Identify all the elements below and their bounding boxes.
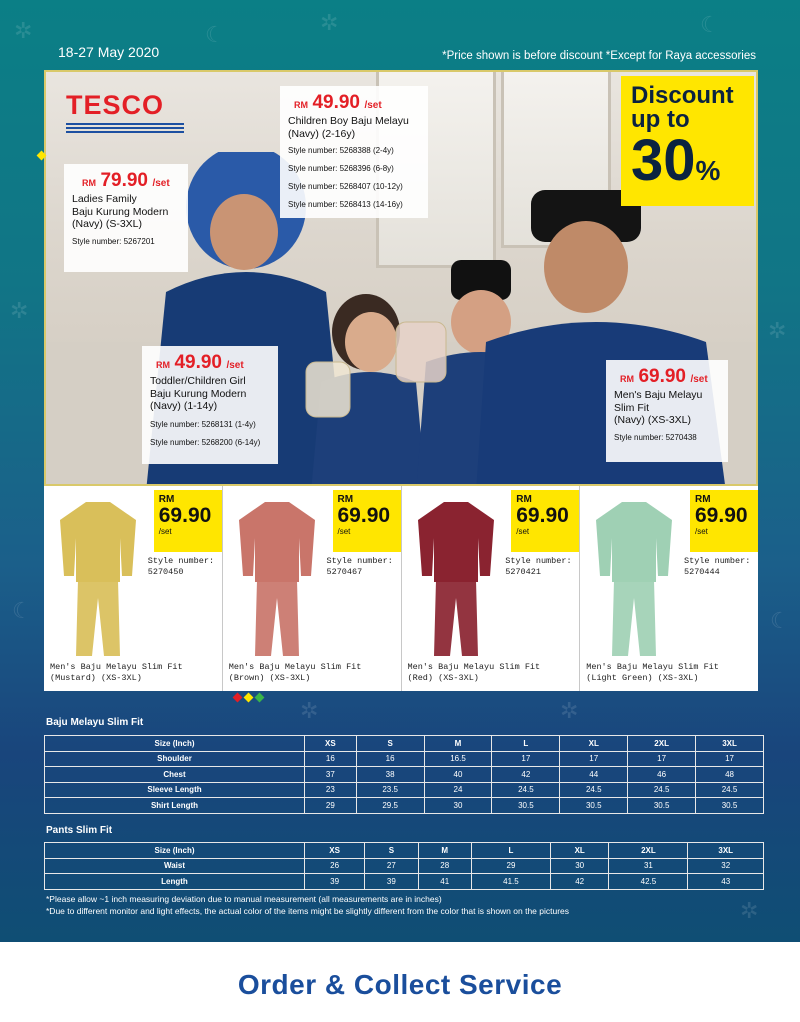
product-name: Toddler/Children Girl Baju Kurung Modern (Navy) (1-14y) — [150, 375, 247, 412]
row-label-cell: Waist — [45, 858, 305, 874]
price-value: 49.90 — [312, 92, 360, 113]
pants-size-table — [44, 842, 764, 890]
table-cell: 24.5 — [628, 782, 696, 798]
table-cell: 17 — [628, 751, 696, 767]
table-cell: 24.5 — [696, 782, 764, 798]
table-cell: 3XL — [688, 843, 764, 859]
row-label-cell: Size (Inch) — [45, 843, 305, 859]
price-value: 69.90 — [638, 366, 686, 387]
table-header-row — [45, 736, 764, 752]
baju-table-title: Baju Melayu Slim Fit — [46, 717, 144, 728]
price-unit: /set — [226, 360, 244, 371]
pattern-star-icon: ✲ — [10, 298, 29, 323]
price-value: 79.90 — [100, 170, 148, 191]
table-cell: 42 — [492, 767, 560, 783]
table-cell: 40 — [424, 767, 492, 783]
table-cell: M — [424, 736, 492, 752]
pattern-star-icon: ✲ — [740, 898, 759, 923]
table-cell: 29 — [305, 798, 357, 814]
table-cell: 17 — [492, 751, 560, 767]
baju-size-table — [44, 735, 764, 814]
table-cell: 39 — [365, 874, 418, 890]
table-cell: 41.5 — [471, 874, 550, 890]
style-number: Style number: 5270444 — [684, 556, 751, 577]
table-cell: 23 — [305, 782, 357, 798]
price-value: 49.90 — [174, 352, 222, 373]
style-number: Style number: 5268388 (2-4y) — [288, 146, 394, 155]
pattern-star-icon: ✲ — [14, 18, 33, 43]
product-row — [44, 486, 758, 691]
table-cell: 30 — [424, 798, 492, 814]
table-cell: 30 — [550, 858, 608, 874]
table-row — [45, 782, 764, 798]
baju-garment-image — [594, 498, 674, 658]
table-cell: 29.5 — [356, 798, 424, 814]
table-cell: 32 — [688, 858, 764, 874]
table-row — [45, 798, 764, 814]
pattern-star-icon: ☾ — [770, 608, 790, 633]
price-disclaimer: *Price shown is before discount *Except for Raya accessories — [442, 50, 756, 62]
product-card[interactable] — [223, 486, 402, 691]
price-card-boy — [280, 86, 428, 218]
style-number: Style number: 5268413 (14-16y) — [288, 200, 403, 209]
currency-label: RM — [620, 374, 634, 384]
footer-banner — [0, 942, 800, 1022]
tesco-logo: TESCO — [66, 90, 184, 133]
table-cell: 26 — [305, 858, 365, 874]
baju-garment-image — [416, 498, 496, 658]
hero-photo — [44, 70, 758, 486]
table-cell: XS — [305, 736, 357, 752]
style-number: Style number: 5270450 — [147, 556, 215, 577]
table-header-row — [45, 843, 764, 859]
table-cell: XL — [560, 736, 628, 752]
table-cell: 16 — [356, 751, 424, 767]
product-name: Men's Baju Melayu Slim Fit (Red) (XS-3XL) — [407, 662, 541, 683]
currency-label: RM — [82, 178, 96, 188]
pattern-star-icon: ✲ — [320, 10, 339, 35]
table-cell: XS — [305, 843, 365, 859]
table-cell: 27 — [365, 858, 418, 874]
table-cell: 16 — [305, 751, 357, 767]
table-cell: 17 — [696, 751, 764, 767]
price-tag: RM 69.90 /set — [690, 490, 758, 552]
table-cell: 43 — [688, 874, 764, 890]
style-number: Style number: 5268131 (1-4y) — [150, 419, 256, 429]
product-name: Men's Baju Melayu Slim Fit (Light Green) (XS-3XL) — [586, 662, 719, 683]
table-cell: 41 — [418, 874, 471, 890]
price-card-men — [606, 360, 728, 462]
product-card[interactable] — [580, 486, 758, 691]
baju-garment-image — [58, 498, 138, 658]
price-card-ladies — [64, 164, 188, 272]
style-number: Style number: 5268200 (6-14y) — [150, 437, 261, 447]
price-tag: RM 69.90 /set — [333, 490, 401, 552]
pattern-star-icon: ☾ — [700, 12, 720, 37]
style-number: Style number: 5268407 (10-12y) — [288, 182, 403, 191]
price-unit: /set — [690, 374, 708, 385]
price-card-girl — [142, 346, 278, 464]
style-number: Style number: 5270421 — [505, 556, 572, 577]
discount-badge: Discount up to 30% — [621, 76, 754, 206]
price-unit: /set — [364, 100, 382, 111]
baju-garment-image — [237, 498, 317, 658]
table-cell: 30.5 — [628, 798, 696, 814]
style-number: Style number: 5267201 — [72, 236, 155, 246]
table-cell: S — [356, 736, 424, 752]
table-cell: 3XL — [696, 736, 764, 752]
pants-table-title: Pants Slim Fit — [46, 825, 113, 836]
style-number: Style number: 5270438 — [614, 432, 697, 442]
table-row — [45, 874, 764, 890]
table-row — [45, 858, 764, 874]
table-cell: 48 — [696, 767, 764, 783]
pattern-star-icon: ☾ — [12, 598, 32, 623]
table-cell: 23.5 — [356, 782, 424, 798]
product-card[interactable] — [402, 486, 581, 691]
measurement-note: *Please allow ~1 inch measuring deviation due to manual measurement (all measurements are in inches) — [46, 894, 442, 904]
row-label-cell: Shoulder — [45, 751, 305, 767]
product-name: Men's Baju Melayu Slim Fit (Navy) (XS-3XL) — [614, 389, 703, 426]
table-cell: 2XL — [609, 843, 688, 859]
table-row — [45, 767, 764, 783]
table-cell: 31 — [609, 858, 688, 874]
table-cell: XL — [550, 843, 608, 859]
diamond-ornament — [232, 688, 265, 706]
table-cell: 44 — [560, 767, 628, 783]
product-name: Children Boy Baju Melayu (Navy) (2-16y) — [288, 115, 409, 140]
table-cell: 2XL — [628, 736, 696, 752]
pattern-star-icon: ✲ — [768, 318, 787, 343]
table-cell: 30.5 — [560, 798, 628, 814]
style-number: Style number: 5268396 (6-8y) — [288, 164, 394, 173]
currency-label: RM — [156, 360, 170, 370]
table-row — [45, 751, 764, 767]
table-cell: 24 — [424, 782, 492, 798]
table-cell: 24.5 — [560, 782, 628, 798]
row-label-cell: Length — [45, 874, 305, 890]
table-cell: L — [471, 843, 550, 859]
product-name: Ladies Family Baju Kurung Modern (Navy) (S-3XL) — [72, 193, 169, 230]
row-label-cell: Size (Inch) — [45, 736, 305, 752]
color-note: *Due to different monitor and light effects, the actual color of the items might be slightly different from the color that is shown on the pictures — [46, 906, 570, 916]
row-label-cell: Chest — [45, 767, 305, 783]
currency-label: RM — [294, 100, 308, 110]
table-cell: 46 — [628, 767, 696, 783]
promo-date: 18-27 May 2020 — [58, 44, 160, 60]
table-cell: 24.5 — [492, 782, 560, 798]
price-unit: /set — [152, 178, 170, 189]
table-cell: 30.5 — [492, 798, 560, 814]
product-name: Men's Baju Melayu Slim Fit (Mustard) (XS-3XL) — [50, 662, 183, 683]
pattern-star-icon: ✲ — [300, 698, 319, 723]
table-cell: 16.5 — [424, 751, 492, 767]
table-cell: M — [418, 843, 471, 859]
pattern-star-icon: ☾ — [205, 22, 225, 47]
table-cell: L — [492, 736, 560, 752]
row-label-cell: Sleeve Length — [45, 782, 305, 798]
style-number: Style number: 5270467 — [326, 556, 393, 577]
table-cell: 42 — [550, 874, 608, 890]
table-cell: 39 — [305, 874, 365, 890]
price-tag: RM 69.90 /set — [154, 490, 222, 552]
table-cell: 38 — [356, 767, 424, 783]
table-cell: 30.5 — [696, 798, 764, 814]
table-cell: 29 — [471, 858, 550, 874]
product-card[interactable] — [44, 486, 223, 691]
price-tag: RM 69.90 /set — [511, 490, 579, 552]
row-label-cell: Shirt Length — [45, 798, 305, 814]
table-cell: 37 — [305, 767, 357, 783]
table-cell: 28 — [418, 858, 471, 874]
table-cell: 42.5 — [609, 874, 688, 890]
order-collect-title: Order & Collect Service — [237, 969, 563, 1000]
diamond-ornament — [36, 146, 47, 164]
pattern-star-icon: ✲ — [560, 698, 579, 723]
table-cell: S — [365, 843, 418, 859]
table-cell: 17 — [560, 751, 628, 767]
product-name: Men's Baju Melayu Slim Fit (Brown) (XS-3XL) — [228, 662, 362, 683]
